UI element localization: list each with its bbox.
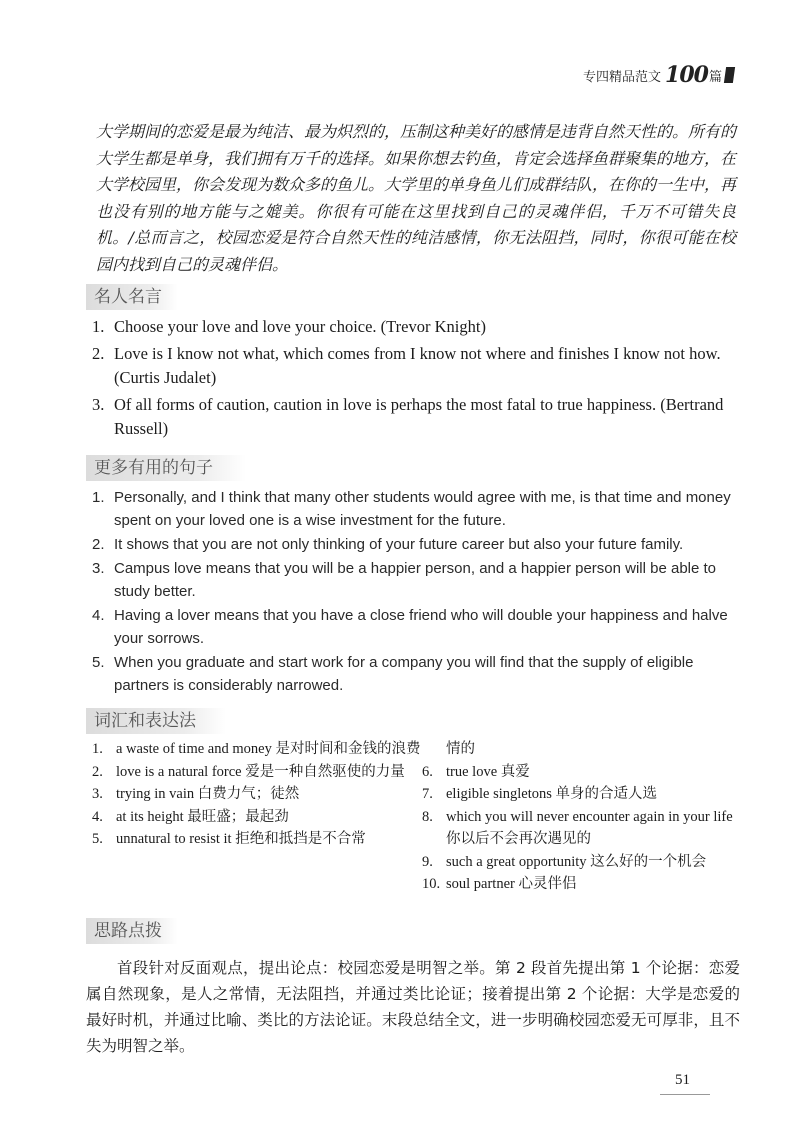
list-item: 1. Personally, and I think that many other students would agree with me, is that time and money spent on your loved one is a wise investment for the future. [92, 489, 731, 529]
vocab-list [92, 738, 742, 896]
list-item: 8. which you will never encounter again in your life 你以后不会再次遇见的 [422, 808, 733, 847]
list-item: 6. true love 真爱 [422, 763, 530, 780]
page-number-rule [660, 1094, 710, 1095]
list-item: 3. trying in vain 白费力气；徒然 [92, 786, 300, 802]
header-block-icon [724, 67, 735, 83]
list-item: 2. Love is I know not what, which comes from I know not where and finishes I know not how. (Curtis Judalet) [92, 344, 721, 387]
header-suffix: 篇 [708, 69, 722, 85]
list-item: 3. Campus love means that you will be a happier person, and a happier person will be able to study better. [92, 560, 717, 600]
list-item: 3. Of all forms of caution, caution in love is perhaps the most fatal to true happiness. (Bertrand Russell) [92, 395, 724, 438]
list-item: 7. eligible singletons 单身的合适人选 [422, 786, 658, 802]
header-number: 100 [665, 62, 708, 88]
page-number: 51 [675, 1072, 690, 1088]
running-header [583, 62, 734, 88]
summary-paragraph: 首段针对反面观点，提出论点：校园恋爱是明智之举。第 2 段首先提出第 1 个论据：恋爱属自然现象，是人之常情，无法阻挡，并通过类比论证；接着提出第 2 个论据：大学是恋爱的最好时机，并通过比喻、类比的方法论证。末段总结全文，进一步明确校园恋爱无可厚非，且不失为明智之举。 [86, 959, 740, 1055]
sentences-list [92, 486, 734, 698]
list-item: 2. It shows that you are not only thinking of your future career but also your future family. [92, 536, 684, 553]
body-paragraph: 大学期间的恋爱是最为纯洁、最为炽烈的，压制这种美好的感情是违背自然天性的。所有的大学生都是单身，我们拥有万千的选择。如果你想去钓鱼，肯定会选择鱼群聚集的地方，在大学校园里，你会发现为数众多的鱼儿。大学里的单身鱼儿们成群结队，在你的一生中，再也没有别的地方能与之媲美。你很有可能在这里找到自己的灵魂伴侣，千万不可错失良机。/总而言之，校园恋爱是符合自然天性的纯洁感情，你无法阻挡，同时，你很可能在校园内找到自己的灵魂伴侣。 [96, 122, 737, 274]
list-item-continuation: 情的 [446, 741, 475, 757]
list-item: 9. such a great opportunity 这么好的一个机会 [422, 853, 707, 870]
list-item: 1. a waste of time and money 是对时间和金钱的浪费 [92, 741, 421, 757]
section-title-summary: 思路点拨 [86, 918, 178, 944]
list-item: 5. unnatural to resist it 拒绝和抵挡是不合常 [92, 831, 366, 847]
list-item: 10. soul partner 心灵伴侣 [422, 876, 577, 892]
section-title-sentences: 更多有用的句子 [86, 455, 246, 481]
section-title-quotes: 名人名言 [86, 284, 178, 310]
list-item: 5. When you graduate and start work for a company you will find that the supply of eligible partners is considerably narrowed. [92, 654, 694, 694]
quotes-list [92, 315, 742, 444]
list-item: 1. Choose your love and love your choice. (Trevor Knight) [92, 317, 486, 336]
list-item: 4. at its height 最旺盛；最起劲 [92, 808, 289, 825]
list-item: 4. Having a lover means that you have a close friend who will double your happiness and halve your sorrows. [92, 607, 728, 647]
section-title-vocab: 词汇和表达法 [86, 708, 226, 734]
vocab-left-column [92, 738, 422, 896]
header-book-title: 专四精品范文 [583, 69, 662, 85]
vocab-right-column [422, 738, 742, 896]
list-item: 2. love is a natural force 爱是一种自然驱使的力量 [92, 763, 405, 780]
